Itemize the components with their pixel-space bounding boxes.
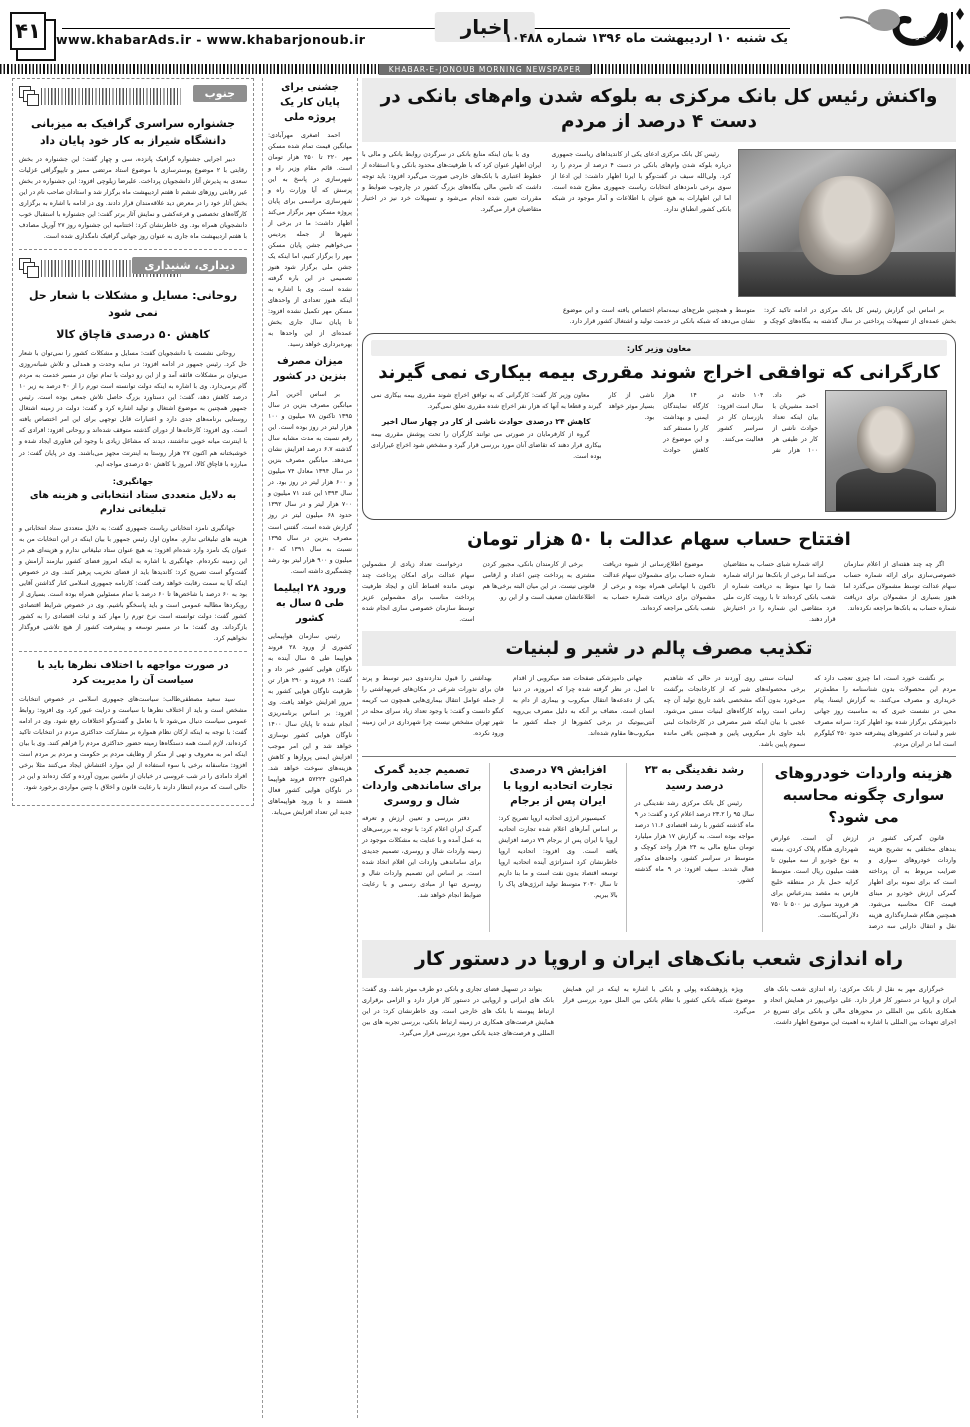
svg-text:جنوب: جنوب [908,31,928,40]
mini-2-body: کمیسیونر انرژی اتحادیه اروپا تصریح کرد: بر اساس آمارهای اعلام شده تجارت اتحادیه اروپا با ایران پس از برجام ۷۹ درصد افزایش یافته است. وی افزود: اتحادیه اروپا خاطرنشان کرد استراتژی آینده اتحادیه اروپا توسعه اقتصاد بدون نفت است و ما بنا داریم تا سال ۲۰۳۰ متوسط تولید انرژی‌های پاک را بالا ببریم. [498,815,618,900]
sidebar-column [8,78,258,1418]
sidebar-2-headline-2: کاهش ۵۰ درصدی قاچاق کالا [56,328,210,342]
mini-3-body: رئیس کل بانک مرکزی رشد نقدینگی در سال ۹۵ را ۲۳.۲ درصد اعلام کرد و گفت: در ۹ ماه گذشته کشور با رشد اقتصادی ۱۱.۶ درصد مواجه بوده است. به گزارش ۱۷ هزار میلیارد تومان منابع مالی به ۲۴ هزار واحد کوچک و متوسط در سراسر کشور، واحدهای مذکور فعال شدند. سیف افزود: در ۹ ماه گذشته کشور. [634,799,755,884]
justice-col-1: اگر چه چند هفته‌ای از اعلام سازمان خصوصی‌سازی برای ارائه شماره حساب سهام عدالت توسط مشمولان می‌گذرد اما هنوز بسیاری از مشمولان برای دریافت شماره حساب به بانک‌ها مراجعه نکرده‌اند. [843,560,956,612]
mid-headline-1: جشنی برای پایان کار یک پروژه ملی [280,82,340,123]
lead-body-1: رئیس کل بانک مرکزی ادعای یکی از کاندیداهای ریاست جمهوری درباره بلوکه شدن وام‌های بانکی در دست ۴ درصد از مردم را رد کرد. ولی‌الله سیف در گفت‌وگو با ایرنا اظهار داشت: این ادعا از سوی برخی نامزدهای انتخابات ریاست جمهوری مطرح شده است. اما این اظهارات به هیچ عنوان با اطلاعات و آمار موجود در شبکه بانکی کشور انطباق ندارد. [551,150,731,214]
labor-col-2: گروه از کارفرمایان در صورتی می توانند کارگران را تحت پوشش مقرری بیمه بیکاری قرار دهند که تقاضای آنان مورد بررسی قرار گیرد و مشخص شود اخراج غیرارادی بوده است. [371,431,602,461]
divider [626,763,627,931]
labor-col-3: خبر داد. احمد مشیریان با بیان اینکه تعداد حوادث ناشی از کار در طیفی هر ۱۰۰ هزار نفر ۱۰۴ حادثه در سال است افزود: بازرسان کار در سراسر کشور فعالیت می‌کنند. [717,392,818,455]
mid-body-2: بر اساس آخرین آمار میانگین مصرف بنزین در سال ۱۳۹۵ تاکنون ۷۸ میلیون و ۱۰۰ هزار لیتر در روز بوده است. این رقم نسبت به مدت مشابه سال گذشته ۶.۷ درصد افزایش نشان می‌دهد. میانگین مصرف بنزین در سال ۱۳۹۴ معادل ۷۴ میلیون و ۶۰۰ هزار لیتر در روز بود. در سال ۱۳۹۳ این عدد ۷۱ میلیون و ۷۰۰ هزار لیتر و در سال ۱۳۹۲ حدود ۶۸ میلیون لیتر در روز گزارش شده است. گفتنی است مصرف بنزین در سال ۱۳۹۵ نسبت به سال ۱۳۹۱ که ۶۰ میلیون و ۹۰۰ هزار لیتر بود رشد چشمگیری داشته است. [268,391,353,575]
stacked-squares-icon [19,258,39,278]
palm-col-3: جهانی دامپزشکی صفحات ضد میکروبی از اقدام تا اصل، در نظر گرفته شده چرا که امروزه، در دنیا یکی از دغدغه‌ها انتقال میکروب و بیماری از دام به انسان است. مضاف بر آنکه به دلیل مصرف بی‌رویه آنتی‌بیوتیک در برخی کشورها از جمله کشور ما میکروب‌ها مقاوم شده‌اند. [512,675,655,738]
banner-col-3: بتواند در تسهیل فضای تجاری و بانکی دو طرف موثر باشد. وی گفت: بانک های ایرانی و اروپایی در دستور کار قرار دارد و الزامی برقراری ارتباط پیوسته با بانک های خارجی است. وی خاطرنشان کرد: در این همایش فرصت‌های همکاری در زمینه ارتباط بانکی، بررسی تجربه های بین المللی و فرصت‌های جدید بانکی مورد بررسی قرار می‌گیرد. [362,985,554,1037]
labor-story-box [362,333,956,520]
bottom-banner-headline: راه اندازی شعب بانک‌های ایران و اروپا در دستور کار [362,940,956,978]
website-urls[interactable]: www.khabarAds.ir - www.khabarjonoub.ir [56,32,366,47]
labor-col-4: ۱۴ هزار کارگاه نمایندگان ایمنی و بهداشت کار را مستقر کند و این موضوع در کاهش حوادث ناشی از کار بسیار موثر خواهد بود. [608,392,709,455]
justice-shares-headline: افتتاح حساب سهام عدالت با ۵۰ هزار تومان [467,529,851,551]
mini-story-4 [771,763,956,931]
issue-date-line: یک شنبه ۱۰ اردیبهشت ماه ۱۳۹۶ شماره ۱۰۴۸۸ [504,30,788,45]
mini-1-body: دفتر بررسی و تعیین ارزش و تعرفه گمرک ایران اعلام کرد: با توجه به بررسی‌های به عمل آمده و با عنایت به مشکلات موجود در زمینه واردات شال و روسری، تصمیم جدیدی برای ساماندهی واردات این اقلام اتخاذ شده است. بر اساس این تصمیم واردات شال و روسری تنها از مبادی رسمی و با رعایت ضوابط انجام خواهد شد. [361,815,482,900]
mini-2-headline: افزایش ۷۹ درصدی تجارت اتحادیه اروپا با ایران پس از برجام [503,764,613,807]
sidebar-box [12,78,254,806]
masthead [0,0,970,62]
sidebar-tag-didari: دیداری، شنیداری [132,257,247,274]
mini-story-1 [362,763,481,931]
labor-portrait-photo [825,390,947,512]
masthead-rule [62,28,790,29]
lead-body-2: وی با بیان اینکه منابع بانکی در سرگردن روابط بانکی و مالی با ایران اظهار عنوان کرد که با ظرفیت‌های محدود بانکی و با استفاده از خطوط اعتباری با بانک‌های خارجی صورت می‌گیرد افزود: باید توجه داشت که تامین مالی بنگاه‌های بزرگ کشور در چارچوب ضوابط و مقررات تعیین شده انجام می‌شود و تسهیلات خرد نیز در اختیار متقاضیان قرار می‌گیرد. [362,150,542,214]
mid-headline-2: میزان مصرف بنزین در کشور [273,356,347,383]
sidebar-3-kicker: جهانگیری: [112,476,154,486]
sidebar-3-headline: به دلایل متعددی ستاد انتخاباتی و هزینه های تبلیغاتی ندارم [29,489,237,516]
palm-headline: تکذیب مصرف پالم در شیر و لبنیات [362,631,956,666]
labor-col-1: معاون وزیر کار گفت: کارگرانی که به توافق اخراج شوند مقرری بیمه بیکاری نمی گیرند و قطعا به آنها که هزار نفر اخراج شده مقرری تعلق نمی‌گیرد. [371,392,602,411]
mid-headline-3: ورود ۲۸ اپیلیما طی ۵ سال به کشور [273,582,347,624]
mini-story-3 [635,763,754,931]
divider [489,763,490,931]
lead-block [362,149,956,297]
page-number: ۴۱ [10,12,46,50]
strip-label: KHABAR-E-JONOUB MORNING NEWSPAPER [379,64,591,75]
main-column [362,78,962,1418]
lead-photo [738,149,956,297]
sidebar-divider-2 [19,651,247,652]
justice-col-5: درخواست تعداد زیادی از مشمولین سهام عدالت برای امکان پرداخت چند نوبتی مانده اقساط آنان و ایجاد ظرفیت پرداخت مناسب برای مشمولین عزیز توسط سازمان خصوصی سازی انجام شده است. [362,560,475,623]
palm-col-2: لبنیات سنتی روی آوردند در حالی که شاهدیم برخی محصوله‌های شیر که از کارخانجات برگشت می‌خورد بدون آنکه مشخصی باشد تاریخ تولید آن چه زمانی است روانه کارگاه‌های لبنیات سنتی می‌شود. عجبی با بیان اینکه شیر مصرفی در کارخانجات لبنی باید حاوی بار میکروبی پایین و همچنین باقی مانده سموم پایین باشد. [663,675,806,749]
sidebar-2-body: روحانی نشست با دانشجویان گفت: مسایل و مشکلات کشور را نمی‌توان با شعار حل کرد. رئیس جمهور در ادامه افزود: در سایه وحدت و همدلی و تلاش شبانه‌روزی می‌توان بر مشکلات فائقه آمد و از این رو دولت با تمام توان در مسیر خدمت به مردم گام برمی‌دارد. وی با اشاره به اینکه دولت توانسته است تورم را از ۴۰ درصد به زیر ۱۰ درصد کاهش دهد، گفت: این دستاورد بزرگ حاصل تلاش جمعی بوده است. رئیس جمهور همچنین به موضوع اشتغال و تولید اشاره کرد و گفت: دولت در زمینه اشتغال روستایی برنامه‌های جدی دارد و اعتبارات قابل توجهی برای این امر اختصاص یافته است. وی افزود: کارخانه‌ها از دوران گذشته متوقف شده‌اند و روحانی افزود: افرادی که با اینترنت میانه خوبی نداشتند، دیدند که مشاغل زیادی با وجود این فناوری ایجاد شده و خوشبختانه هم اکنون ۲۷ هزار روستا به اینترنت مجهز می‌باشند. وی در پایان گفت: در مبارزه با قاچاق کالا، امروز با کاهش ۵۰ درصدی مواجه ایم. [19,350,247,468]
sidebar-3-body-2: سید سعید مصطفی‌طالب: سیاست‌های جمهوری اسلامی در خصوص انتخابات مشخص است و باید از اختلاف نظرها با سیاست و درایت عبور کرد. وی افزود: روابط عمومی سیاست دنبال می‌شود تا با تعامل و گفت‌وگو اختلافات رفع شود. وی در ادامه گفت: با توجه به اینکه ارکان نظام همواره بر مشارکت حداکثری مردم در انتخابات تاکید کرده‌اند، لازم است همه دستگاه‌ها زمینه حضور حداکثری مردم را فراهم کنند. وی با بیان اینکه امر به معروف و نهی از منکر از وظایف مردم بر حکومت و مردم بر مردم است افزود: متاسفانه برخی با سوء استفاده از این موارد اغتشاش ایجاد می‌کنند مثلا برخی افراد دامادی را در شب عروسی در خیابان از ماشین بیرون آورده و کتک زده‌اند و این در حالی است که مردم انتظار دارند با رعایت قانون و اخلاق با چنین مواردی برخورد شود. [19,696,247,792]
palm-col-1: بر نگشت خورد است، اما چیزی تعجب دارد که مردم این محصولات بدون شناسنامه را مطمئن‌تر خریداری و مصرف می‌کنند. به گزارش ایسنا، پیام محی در نشست خبری که به مناسبت روز جهانی دامپزشکی برگزار شده بود اظهار کرد: سرانه مصرف شیر و لبنیات در کشورهای پیشرفته حدود ۲۵۰ کیلوگرم است اما در ایران مردم. [814,675,956,749]
decorative-strip [0,64,970,74]
labor-headline: کارگرانی که توافقی اخراج شوند مقرری بیمه بیکاری نمی گیرند [378,361,940,383]
banner-col-1: خبرگزاری مهر به نقل از بانک مرکزی: راه اندازی شعب بانک های ایران و اروپا در دستور کار قرار دارد. علی دوانی‌پور در همایش اتحاد و همکاری بانکی بین المللی در محورهای مالی و بانکی برای تسریع در اجرای تعهدات بین المللی با اشاره به اهمیت این موضوع اظهار داشت. [764,985,956,1026]
bars-decoration [41,88,181,105]
banner-col-2: ویژه پژوهشکده پولی و بانکی با اشاره به اینکه در این همایش موضوع شبکه بانکی کشور با نظام بانکی بین الملل مورد بررسی قرار می‌گیرد. [563,985,755,1015]
lead-body-3: بر اساس این گزارش رئیس کل بانک مرکزی در ادامه تاکید کرد: بخش عمده‌ای از تسهیلات پرداختی در سال گذشته به بنگاه‌های کوچک و متوسط و همچنین طرح‌های نیمه‌تمام اختصاص یافته است و این موضوع نشان می‌دهد که شبکه بانکی در خدمت تولید و اشتغال کشور قرار دارد. [563,306,956,325]
divider [762,763,763,931]
sidebar-1-body: دبیر اجرایی جشنواره گرافیک پانزده، سی و چهار گفت: این جشنواره در بخش رقابتی با ۲ موضوع پوسترسازی با موضوع استاد مرتضی ممیز و تایپوگرافی غزلیات سعدی به پذیرش آثار دانشجویان پرداخت. علیرضا زیلوچی افزود: این جشنواره در بخش غیر رقابتی روزهای ششم تا هفتم اردیبهشت ماه برگزار شد و استادان صاحب نام در این بخش آثار خود را در معرض دید علاقه‌مندان قرار دادند. وی در ادامه با اشاره به برگزاری کارگاه‌های تخصصی و قرعه‌کشی و نمایش آثار برتر گفت: این جشنواره با استقبال خوب دانشجویان همراه بود. وی خاطرنشان کرد: اختتامیه این جشنواره روز ۲۷ آوریل مصادف با هفتم اردیبهشت ماه جاری به عنوان روز جهانی گرافیک نامگذاری شده است. [19,156,248,241]
justice-col-3: موضوع اطلاع‌رسانی از شیوه دریافت شماره حساب برای مشمولان سهام عدالت تاکنون با ابهاماتی همراه بوده و برخی از مشمولان برای دریافت شماره حساب به شعب بانکی مراجعه کرده‌اند. [602,560,716,612]
justice-col-4: برخی از کارمندان بانکی، مجبور کردن مشتری به پرداخت چنین اعداد و ارقامی قانونی نیست. در این میان البته برخی‌ها هم اطلاعاتشان ضعیف است و از این رو. [482,560,595,601]
mini-1-headline: تصمیم جدید گمرک برای ساماندهی واردات شال و روسری [361,764,482,807]
mid-body-3: رئیس سازمان هواپیمایی کشوری از ورود ۲۸ فروند هواپیما طی ۵ سال آینده به ناوگان هوایی کشور خبر داد و گفت: ۶۱ فروند و ۲۹۰ هزار تن ظرفیت ناوگان هوایی کشور به مرور افزایش خواهد یافت. وی افزود: بر اساس برنامه‌ریزی انجام شده تا پایان سال ۱۴۰۰ ناوگان هوایی کشور نوسازی خواهد شد و این امر موجب افزایش ایمنی پروازها و کاهش هزینه‌های سوخت خواهد شد. هم‌اکنون ۵۷۲۲۴ فروند هواپیما در ناوگان هوایی کشور فعال هستند و با ورود هواپیماهای جدید این تعداد افزایش می‌یابد. [268,632,352,816]
stacked-squares-icon [19,86,39,106]
page-body [0,78,970,1418]
mid-column [262,78,358,1418]
mini-stories-row [362,763,956,931]
newspaper-logo [792,2,964,58]
mini-3-headline: رشد نقدینگی به ۲۳ درصد رسید [644,764,744,792]
sidebar-section-2-header [19,257,247,281]
justice-col-2: ارائه شماره شبای حساب به متقاضیان می‌کنند اما برخی از بانک‌ها نیز ارائه شماره شما را تنها منوط به دریافت شماره از شعب بانکی کرده‌اند تا با رویت کارت ملی فرد متقاضی این شماره را در اختیارش قرار دهند. [723,560,836,623]
sidebar-2-headline-1: روحانی: مسایل و مشکلات با شعار حل نمی شود [28,289,238,320]
sidebar-divider [19,249,247,250]
mid-body-1: احمد اصغری مهرآبادی: میانگین قیمت تمام شده مسکن مهر ۲۲۰ تا ۲۵۰ هزار تومان است. قائم مقام وزیر راه و شهرسازی در پاسخ به این پرسش که آیا وزارت راه و شهرسازی مراسمی برای پایان پروژه مسکن مهر برگزار می‌کند اظهار داشت: ما در برخی از شهرها از جمله پردیس می‌خواهیم جشن پایان مسکن مهر را برگزار کنیم، اما اینکه یک جشن ملی برگزار شود هنوز تصمیمی در این باره گرفته نشده است. وی با اشاره به اینکه هنوز تعدادی از واحدهای مسکن مهر تکمیل نشده افزود: تا پایان سال جاری بخش عمده‌ای از این واحدها به بهره‌برداری خواهد رسید. [268,132,352,349]
section-title: اخبار [435,12,535,42]
mini-story-2 [498,763,617,931]
lead-headline: واکنش رئیس کل بانک مرکزی به بلوکه شدن وام‌های بانکی در دست ۴ درصد از مردم [362,78,956,142]
sidebar-section-1-header [19,85,247,109]
mini-4-body: قانون گمرکی کشور در بندهای مختلفی به تشریح هزینه واردات خودروهای سواری و ضرایب مربوط به آن پرداخته است که برای نمونه برای اظهار گمرکی ارزش خودرو بر مبنای قیمت CIF محاسبه می‌شود. همچنین هنگام شماره‌گذاری هزینه نقل و انتقال دارایی سه درصد ارزش آن است. عوارض شهرداری هنگام پلاک کردن، بسته به نوع خودرو از سه میلیون تا هفت میلیون ریال است. متوسط کرایه حمل بار در منطقه خلیج فارس به مقصد بندرعباس برای هر فروند سواری نیز ۵۰۰ تا ۷۵۰ دلار آمریکاست. [771,834,956,930]
mini-4-headline: هزینه واردات خودروهای سواری چگونه محاسبه می شود؟ [774,764,953,826]
sidebar-1-headline: جشنواره سراسری گرافیک به میزبانی دانشگاه شیراز به کار خود پایان داد [30,117,236,148]
palm-col-4: بهداشتی را قبول نداردندوی دبیر توسط و پرند فان برای نذورات شرعی در مکان‌های غیربهداشتی را از جمله عوامل انتقال بیماری‌هایی همچون تب کریمه کنگو دانست و گفت: با وجود تعداد زیاد سرای محله در شهر تهران مشخص نیست چرا شهرداری در این زمینه ورود نکرده. [362,675,504,738]
sidebar-3-subheadline: در صورت مواجهه با اختلاف نظرها باید با سیاست آن را مدیریت کرد [37,660,229,687]
labor-subheadline: کاهش ۲۴ درصدی حوادث ناشی از کار در چهار سال اخیر [381,417,591,427]
sidebar-3-body: جهانگیری نامزد انتخاباتی ریاست جمهوری گفت: به دلایل متعددی ستاد انتخاباتی و هزینه های تبلیغاتی ندارم. معاون اول رئیس جمهور با بیان اینکه در این انتخابات من به عنوان یک نامزد وارد شده‌ام افزود: به هیچ عنوان ستاد تبلیغاتی ندارم و هزینه‌ای هم در این زمینه نکرده‌ام. جهانگیری با اشاره به اینکه امروز فضای کشور نیازمند آرامش و گفت‌وگو است تصریح کرد: کاندیدها باید از فضای تخریب پرهیز کنند. وی در خصوص اینکه آیا به سمت رقابت خواهد رفت گفت: کارنامه جمهوری اسلامی کنار گذاشتن آقایی بود به ۶۰ درصد با شاخص‌ها تا ۶۰ درصد با تمام مسئولین همراه بوده است. بسیاری از رویکردها مطالبه عمومی است و باید پاسخگو باشیم. وی در خصوص شرایط اقتصادی کشور گفت: دولت توانسته است نرخ تورم را مهار کند و ثبات اقتصادی را به کشور بازگرداند. وی گفت: ما در مسیر توسعه و پیشرفت کشور از هیچ تلاشی فروگذار نخواهیم کرد. [19,525,247,643]
sidebar-tag-jonoub: جنوب [193,85,247,102]
labor-kicker: معاون وزیر کار: [371,340,947,356]
